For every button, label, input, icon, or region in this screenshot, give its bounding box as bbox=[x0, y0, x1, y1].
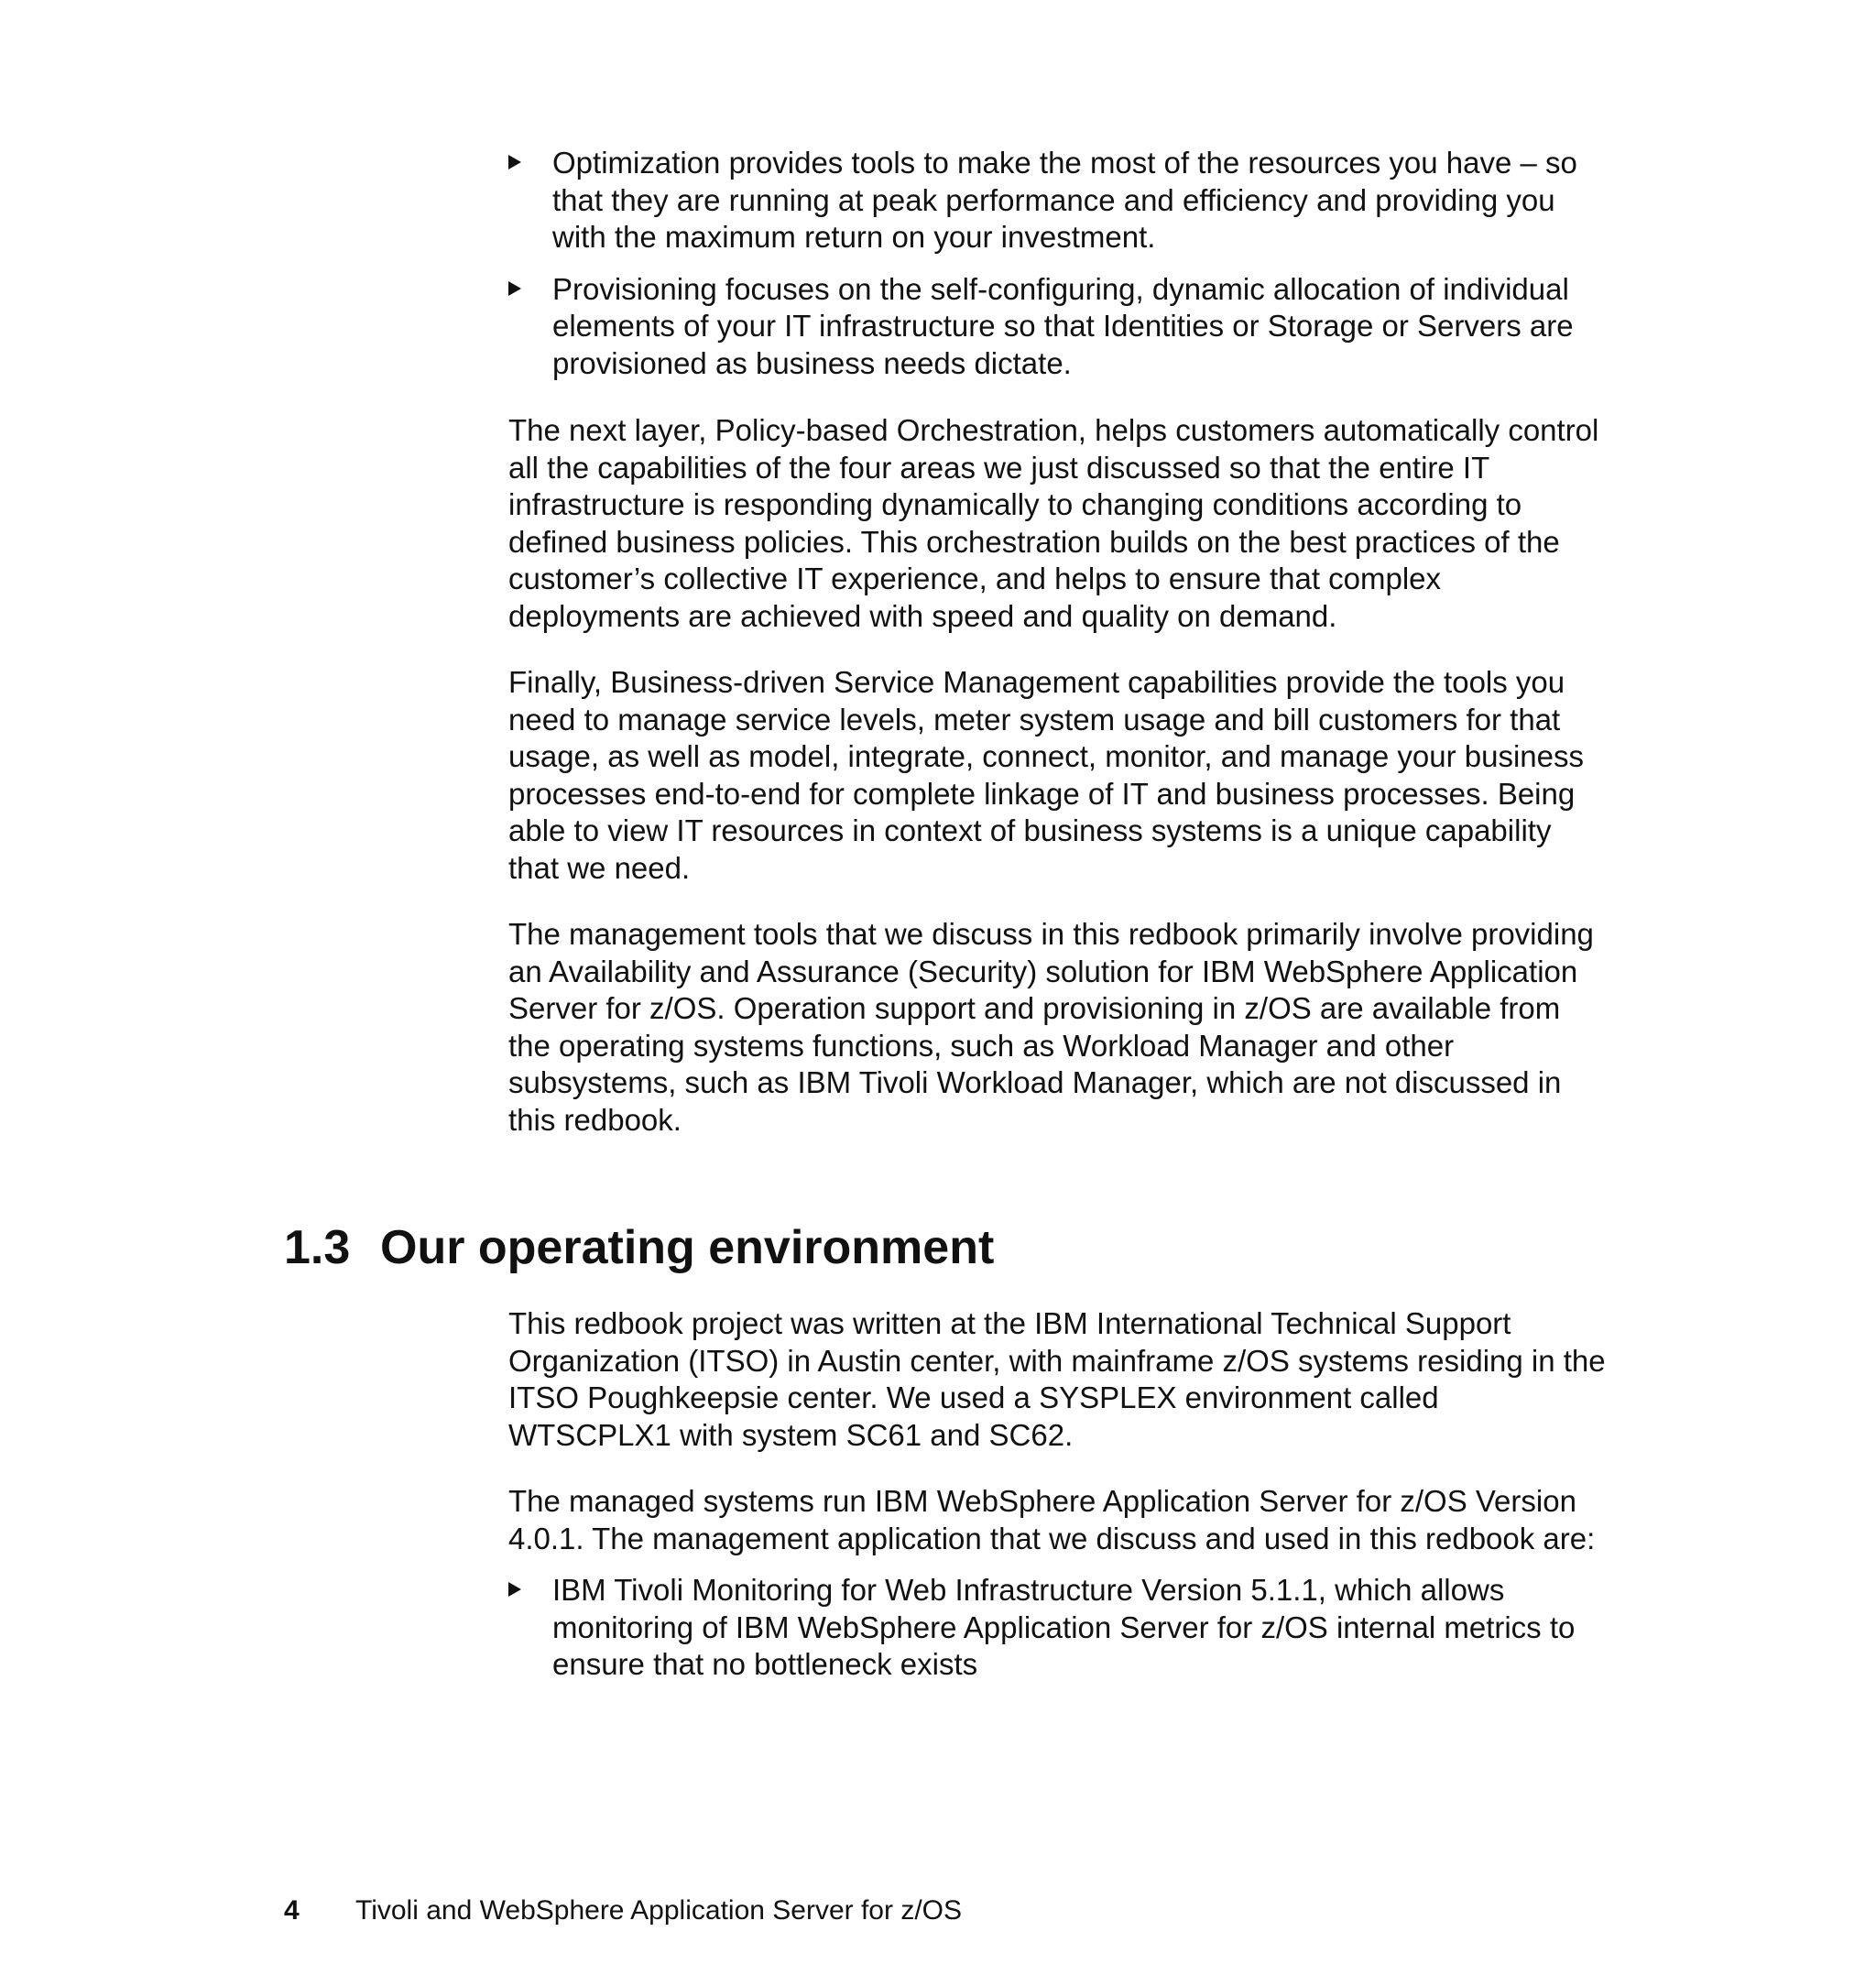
bullet-optimization bbox=[508, 145, 1608, 256]
page-footer bbox=[284, 1894, 962, 1927]
section-bullet-list bbox=[508, 1572, 1608, 1684]
bullet-provisioning bbox=[508, 271, 1608, 383]
top-content bbox=[508, 145, 1608, 1168]
bullet-text: Optimization provides tools to make the most of the resources you have – so that they are running at peak performance and efficiency and providing you with the maximum return on your investment. bbox=[552, 146, 1577, 254]
bullet-tivoli-monitoring bbox=[508, 1572, 1608, 1684]
bullet-text: Provisioning focuses on the self-configuring, dynamic allocation of individual elements of your IT infrastructure so that Identities or Storage or Servers are provisioned as business needs dictate. bbox=[552, 271, 1574, 380]
section-heading bbox=[284, 1218, 1608, 1277]
paragraph-service-management: Finally, Business-driven Service Management capabilities provide the tools you need to manage service levels, meter system usage and bill customers for that usage, as well as model, integrate, connect, monitor, and manage your business processes end-to-end for complete linkage of IT and business processes. Being able to view IT resources in context of business systems is a unique capability that we need. bbox=[508, 665, 1585, 885]
section-number: 1.3 bbox=[284, 1221, 351, 1274]
paragraph-orchestration: The next layer, Policy-based Orchestration, helps customers automatically control all the capabilities of the four areas we just discussed so that the entire IT infrastructure is responding dynamically to changing conditions according to defined business policies. This orchestration builds on the best practices of the customer’s collective IT experience, and helps to ensure that complex deployments are achieved with speed and quality on demand. bbox=[508, 413, 1599, 633]
bullet-text: IBM Tivoli Monitoring for Web Infrastructure Version 5.1.1, which allows monitoring of IBM WebSphere Application Server for z/OS internal metrics to ensure that no bottleneck exists bbox=[552, 1573, 1576, 1681]
triangle-bullet-icon bbox=[508, 281, 521, 296]
section-title: Our operating environment bbox=[380, 1221, 995, 1274]
section-heading-block bbox=[284, 1218, 1608, 1277]
triangle-bullet-icon bbox=[508, 155, 521, 169]
page-number: 4 bbox=[284, 1895, 300, 1926]
triangle-bullet-icon bbox=[508, 1582, 521, 1597]
top-bullet-list bbox=[508, 145, 1608, 382]
paragraph-project-location: This redbook project was written at the IBM International Technical Support Organization (ITSO) in Austin center, with mainframe z/OS systems residing in the ITSO Poughkeepsie center. We used a SYSPLEX environment called WTSCPLX1 with system SC61 and SC62. bbox=[508, 1306, 1606, 1452]
footer-book-title: Tivoli and WebSphere Application Server for z/OS bbox=[355, 1895, 962, 1926]
paragraph-management-tools: The management tools that we discuss in this redbook primarily involve providing an Availability and Assurance (Security) solution for IBM WebSphere Application Server for z/OS. Operation support and provisioning in z/OS are available from the operating systems functions, such as Workload Manager and other subsystems, such as IBM Tivoli Workload Manager, which are not discussed in this redbook. bbox=[508, 917, 1594, 1137]
section-body bbox=[508, 1305, 1608, 1698]
paragraph-managed-systems: The managed systems run IBM WebSphere Application Server for z/OS Version 4.0.1. The management application that we discuss and used in this redbook are: bbox=[508, 1484, 1596, 1555]
